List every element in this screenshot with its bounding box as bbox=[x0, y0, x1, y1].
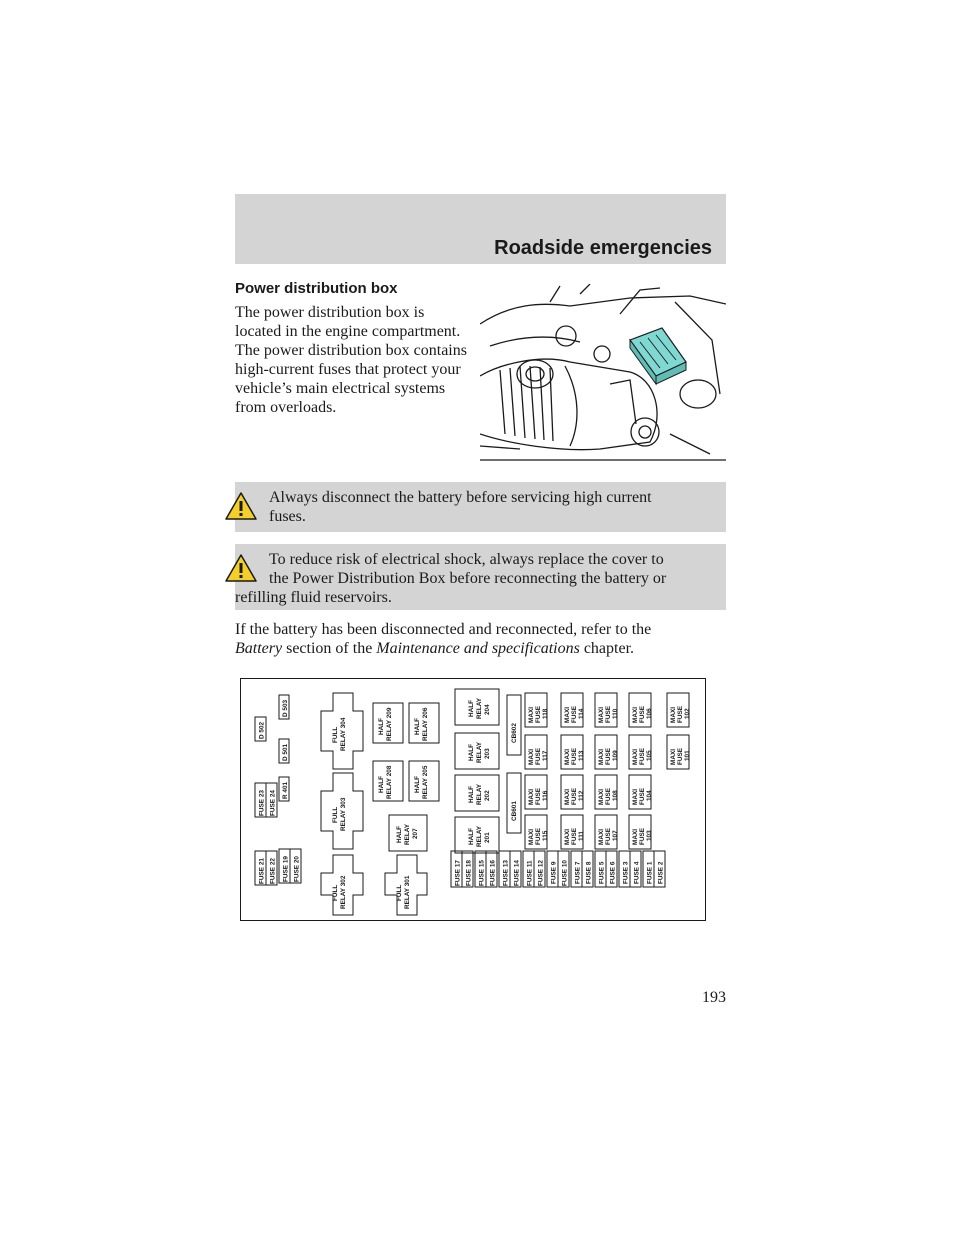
diode-d503-label: D 503 bbox=[282, 699, 289, 717]
maxi-fuse-line1: MAXI bbox=[528, 829, 535, 845]
maxi-fuse-line2: FUSE bbox=[571, 705, 578, 723]
warning-triangle-icon bbox=[224, 491, 258, 521]
intro-line: from overloads. bbox=[235, 399, 337, 416]
full-relay-301-line1: FULL bbox=[396, 884, 403, 901]
maxi-fuse-line1: MAXI bbox=[564, 749, 571, 765]
maxi-fuse-number: 111 bbox=[578, 831, 585, 841]
maxi-fuse-line1: MAXI bbox=[528, 749, 535, 765]
fuse-4-label: FUSE 4 bbox=[633, 861, 641, 884]
maxi-fuse-number: 103 bbox=[646, 830, 653, 841]
maxi-fuse-106 bbox=[632, 705, 653, 723]
half-relay-202-line1: HALF bbox=[468, 785, 475, 803]
maxi-fuse-118 bbox=[528, 705, 549, 723]
half-relay-206-line2: RELAY 206 bbox=[422, 707, 429, 741]
maxi-fuse-line2: FUSE bbox=[677, 705, 684, 723]
maxi-fuse-line1: MAXI bbox=[670, 707, 677, 723]
battery-note-line: Battery section of the Maintenance and specifications chapter. bbox=[235, 640, 635, 657]
half-relay-204-line2: RELAY bbox=[476, 697, 483, 719]
half-relay-206-line1: HALF bbox=[414, 717, 421, 735]
maxi-fuse-116 bbox=[528, 787, 549, 805]
maxi-fuse-107 bbox=[598, 827, 619, 845]
fuse-1-label: FUSE 1 bbox=[646, 861, 654, 884]
maxi-fuse-line1: MAXI bbox=[632, 829, 639, 845]
intro-line: vehicle’s main electrical systems bbox=[235, 380, 446, 397]
maxi-fuse-line1: MAXI bbox=[528, 707, 535, 723]
maxi-fuse-line2: FUSE bbox=[535, 827, 542, 845]
fuse-17-label: FUSE 17 bbox=[454, 860, 462, 886]
maxi-fuse-number: 109 bbox=[612, 750, 619, 761]
maxi-fuse-number: 115 bbox=[542, 830, 549, 841]
intro-line: The power distribution box is bbox=[235, 304, 425, 321]
half-relay-204-line3: 204 bbox=[484, 704, 491, 715]
maxi-fuse-number: 106 bbox=[646, 708, 653, 719]
maxi-fuse-line1: MAXI bbox=[564, 707, 571, 723]
diode-d501-label: D 501 bbox=[282, 743, 289, 761]
full-relay-303-line1: FULL bbox=[332, 806, 339, 823]
maxi-fuse-line1: MAXI bbox=[598, 749, 605, 765]
fuse-7-label: FUSE 7 bbox=[574, 861, 582, 884]
warning-line: fuses. bbox=[269, 508, 306, 525]
maxi-fuse-108 bbox=[598, 787, 619, 805]
half-relay-201-line2: RELAY bbox=[476, 825, 483, 847]
maxi-fuse-line2: FUSE bbox=[639, 827, 646, 845]
maxi-fuse-111 bbox=[564, 827, 585, 845]
fuse-10-label: FUSE 10 bbox=[561, 860, 569, 886]
half-relay-209-line2: RELAY 209 bbox=[386, 707, 393, 741]
half-relay-205-line2: RELAY 205 bbox=[422, 765, 429, 799]
fuse-3-label: FUSE 3 bbox=[622, 861, 630, 884]
intro-paragraph bbox=[235, 303, 485, 417]
maxi-fuse-104 bbox=[632, 787, 653, 805]
full-relay-304-line2: RELAY 304 bbox=[340, 717, 347, 751]
maxi-fuse-number: 113 bbox=[578, 750, 585, 761]
fuse-16-label: FUSE 16 bbox=[489, 860, 497, 886]
half-relay-202-line2: RELAY bbox=[476, 783, 483, 805]
maxi-fuse-line1: MAXI bbox=[564, 829, 571, 845]
fuse-15-label: FUSE 15 bbox=[478, 860, 486, 886]
maxi-fuse-number: 110 bbox=[612, 708, 619, 719]
fuse-2-label: FUSE 2 bbox=[657, 861, 665, 884]
fuse-14-label: FUSE 14 bbox=[513, 860, 521, 886]
maxi-fuse-line1: MAXI bbox=[564, 789, 571, 805]
half-relay-207-line3: 207 bbox=[412, 828, 419, 839]
battery-section-reference[interactable]: Battery bbox=[235, 640, 283, 657]
maxi-fuse-line2: FUSE bbox=[605, 747, 612, 765]
maxi-fuse-line1: MAXI bbox=[598, 707, 605, 723]
half-relay-201-line3: 201 bbox=[484, 832, 491, 843]
fuse-18-label: FUSE 18 bbox=[465, 860, 473, 886]
maxi-fuse-line2: FUSE bbox=[639, 787, 646, 805]
header-title: Roadside emergencies bbox=[494, 237, 712, 259]
warning-line: refilling fluid reservoirs. bbox=[235, 589, 392, 606]
full-relay-302-line2: RELAY 302 bbox=[340, 875, 347, 909]
full-relay-304-line1: FULL bbox=[332, 726, 339, 743]
maxi-fuse-line2: FUSE bbox=[605, 787, 612, 805]
fuse-11-label: FUSE 11 bbox=[526, 860, 534, 886]
fuse-box-diagram bbox=[240, 678, 706, 921]
maxi-fuse-line1: MAXI bbox=[598, 829, 605, 845]
maxi-fuse-line1: MAXI bbox=[632, 789, 639, 805]
fuse-9-label: FUSE 9 bbox=[550, 861, 558, 884]
fuse-8-label: FUSE 8 bbox=[585, 861, 593, 884]
half-relay-208-line2: RELAY 208 bbox=[386, 765, 393, 799]
half-relay-207-line2: RELAY bbox=[404, 823, 411, 845]
breaker-cb602-label: CB602 bbox=[511, 723, 518, 743]
maxi-fuse-line1: MAXI bbox=[670, 749, 677, 765]
fuse-21-label: FUSE 21 bbox=[258, 858, 266, 884]
diode-d502-label: D 502 bbox=[258, 721, 266, 739]
intro-line: The power distribution box contains bbox=[235, 342, 467, 359]
fuse-22-label: FUSE 22 bbox=[269, 858, 277, 884]
intro-line: high-current fuses that protect your bbox=[235, 361, 461, 378]
maxi-fuse-line2: FUSE bbox=[535, 787, 542, 805]
half-relay-209-line1: HALF bbox=[378, 717, 385, 735]
maxi-fuse-102 bbox=[670, 705, 691, 723]
maxi-fuse-110 bbox=[598, 705, 619, 723]
engine-compartment-illustration bbox=[480, 284, 726, 470]
maxi-fuse-line2: FUSE bbox=[571, 747, 578, 765]
full-relay-302-line1: FULL bbox=[332, 884, 339, 901]
maxi-fuse-number: 105 bbox=[646, 750, 653, 761]
warning-line: Always disconnect the battery before servicing high current bbox=[269, 489, 652, 506]
maxi-fuse-number: 108 bbox=[612, 790, 619, 801]
fuse-24-label: FUSE 24 bbox=[269, 790, 277, 816]
half-relay-203-line1: HALF bbox=[468, 743, 475, 761]
half-relay-202-line3: 202 bbox=[484, 790, 491, 801]
maxi-fuse-line2: FUSE bbox=[677, 747, 684, 765]
warning-triangle-icon bbox=[224, 553, 258, 583]
maxi-fuse-number: 116 bbox=[542, 790, 549, 801]
resistor-r401-label: R 401 bbox=[282, 781, 289, 799]
page-number: 193 bbox=[702, 989, 726, 1006]
warning-line: the Power Distribution Box before reconnecting the battery or bbox=[269, 570, 667, 587]
fuse-5-label: FUSE 5 bbox=[598, 861, 606, 884]
maxi-fuse-number: 101 bbox=[684, 750, 691, 761]
half-relay-204-line1: HALF bbox=[468, 699, 475, 717]
full-relay-303-line2: RELAY 303 bbox=[340, 797, 347, 831]
warning-box bbox=[235, 544, 726, 610]
fuse-13-label: FUSE 13 bbox=[502, 860, 510, 886]
maxi-fuse-117 bbox=[528, 747, 549, 765]
half-relay-205-line1: HALF bbox=[414, 775, 421, 793]
maxi-fuse-line2: FUSE bbox=[639, 705, 646, 723]
fuse-20-label: FUSE 20 bbox=[293, 856, 301, 882]
maxi-fuse-line1: MAXI bbox=[528, 789, 535, 805]
fuse-23-label: FUSE 23 bbox=[258, 790, 266, 816]
maxi-fuse-line2: FUSE bbox=[605, 705, 612, 723]
breaker-cb601-label: CB601 bbox=[511, 801, 518, 821]
fuse-12-label: FUSE 12 bbox=[537, 860, 545, 886]
maxi-fuse-114 bbox=[564, 705, 585, 723]
header-bar bbox=[235, 194, 726, 264]
maxi-fuse-105 bbox=[632, 747, 653, 765]
fuse-6-label: FUSE 6 bbox=[609, 861, 617, 884]
fuse-19-label: FUSE 19 bbox=[282, 856, 290, 882]
maxi-fuse-number: 104 bbox=[646, 790, 653, 801]
maxi-fuse-line2: FUSE bbox=[571, 787, 578, 805]
intro-line: located in the engine compartment. bbox=[235, 323, 461, 340]
maxi-fuse-109 bbox=[598, 747, 619, 765]
maxi-fuse-number: 107 bbox=[612, 830, 619, 841]
maxi-fuse-115 bbox=[528, 827, 549, 845]
maxi-fuse-line1: MAXI bbox=[632, 749, 639, 765]
full-relay-301-line2: RELAY 301 bbox=[404, 875, 411, 909]
maxi-fuse-line2: FUSE bbox=[535, 705, 542, 723]
maxi-fuse-line1: MAXI bbox=[598, 789, 605, 805]
battery-note bbox=[235, 620, 726, 658]
maxi-fuse-number: 102 bbox=[684, 708, 691, 719]
battery-note-line: If the battery has been disconnected and reconnected, refer to the bbox=[235, 621, 652, 638]
half-relay-203-line2: RELAY bbox=[476, 741, 483, 763]
maxi-fuse-line2: FUSE bbox=[571, 827, 578, 845]
warning-line: To reduce risk of electrical shock, always replace the cover to bbox=[269, 551, 664, 568]
section-heading: Power distribution box bbox=[235, 280, 398, 297]
maintenance-chapter-reference[interactable]: Maintenance and specifications bbox=[376, 640, 580, 657]
half-relay-207-line1: HALF bbox=[396, 825, 403, 843]
maxi-fuse-number: 112 bbox=[578, 790, 585, 801]
maxi-fuse-line2: FUSE bbox=[605, 827, 612, 845]
maxi-fuse-line1: MAXI bbox=[632, 707, 639, 723]
maxi-fuse-101 bbox=[670, 747, 691, 765]
maxi-fuse-number: 114 bbox=[578, 708, 585, 719]
half-relay-203-line3: 203 bbox=[484, 748, 491, 759]
half-relay-201-line1: HALF bbox=[468, 827, 475, 845]
maxi-fuse-113 bbox=[564, 747, 585, 765]
maxi-fuse-112 bbox=[564, 787, 585, 805]
maxi-fuse-103 bbox=[632, 827, 653, 845]
warning-box bbox=[235, 482, 726, 532]
half-relay-208-line1: HALF bbox=[378, 775, 385, 793]
maxi-fuse-number: 117 bbox=[542, 750, 549, 761]
maxi-fuse-line2: FUSE bbox=[639, 747, 646, 765]
maxi-fuse-line2: FUSE bbox=[535, 747, 542, 765]
maxi-fuse-number: 118 bbox=[542, 708, 549, 719]
